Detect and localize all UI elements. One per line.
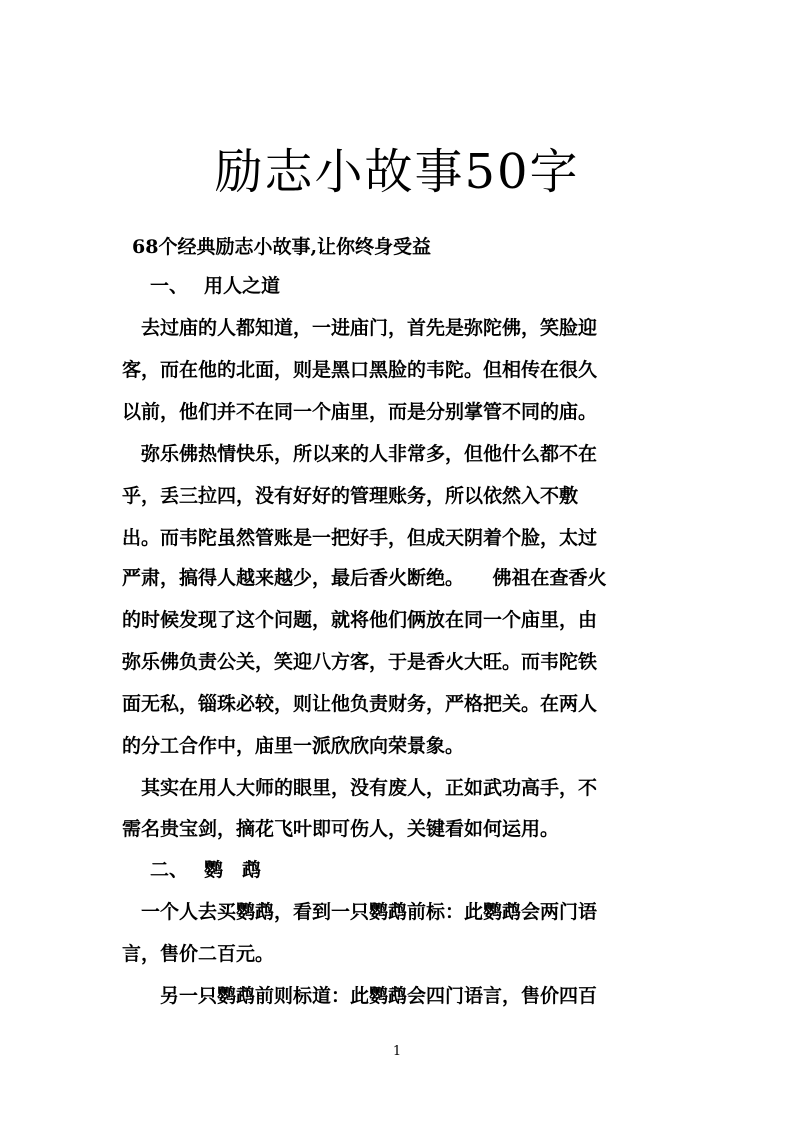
paragraph-line: 去过庙的人都知道，一进庙门，首先是弥陀佛，笑脸迎 xyxy=(122,317,598,339)
section-heading-1 xyxy=(150,272,280,300)
paragraph-line: 面无私，锱珠必较，则让他负责财务，严格把关。在两人 xyxy=(122,693,598,715)
paragraph-line: 其实在用人大师的眼里，没有废人，正如武功高手，不 xyxy=(122,777,598,799)
paragraph-line: 一个人去买鹦鹉，看到一只鹦鹉前标：此鹦鹉会两门语 xyxy=(122,901,598,923)
paragraph-line: 乎，丢三拉四，没有好好的管理账务，所以依然入不敷 xyxy=(122,485,579,507)
paragraph-line: 严肃，搞得人越来越少，最后香火断绝。 佛祖在查香火 xyxy=(122,567,607,589)
paragraph-line: 需名贵宝剑，摘花飞叶即可伤人，关键看如何运用。 xyxy=(122,818,560,840)
paragraph-line: 弥乐佛热情快乐，所以来的人非常多，但他什么都不在 xyxy=(122,443,598,465)
paragraph-line: 的分工合作中，庙里一派欣欣向荣景象。 xyxy=(122,735,465,757)
page-number: 1 xyxy=(392,1044,402,1059)
paragraph-line: 言，售价二百元。 xyxy=(122,943,275,965)
document-subtitle: 68个经典励志小故事,让你终身受益 xyxy=(132,236,432,258)
document-title: 励志小故事50字 xyxy=(214,144,580,200)
section-number: 二、 xyxy=(150,859,189,881)
paragraph-line: 的时候发现了这个问题，就将他们俩放在同一个庙里，由 xyxy=(122,609,598,631)
section-number: 一、 xyxy=(150,275,189,297)
section-heading-2 xyxy=(150,856,261,884)
paragraph-line: 出。而韦陀虽然管账是一把好手，但成天阴着个脸，太过 xyxy=(122,527,598,549)
paragraph-line: 以前，他们并不在同一个庙里，而是分别掌管不同的庙。 xyxy=(122,401,598,423)
section-title: 用人之道 xyxy=(204,275,281,297)
paragraph-line: 客，而在他的北面，则是黑口黑脸的韦陀。但相传在很久 xyxy=(122,359,598,381)
paragraph-line: 另一只鹦鹉前则标道：此鹦鹉会四门语言，售价四百 xyxy=(122,985,598,1007)
section-title: 鹦 鹉 xyxy=(204,859,262,881)
paragraph-line: 弥乐佛负责公关，笑迎八方客，于是香火大旺。而韦陀铁 xyxy=(122,651,598,673)
